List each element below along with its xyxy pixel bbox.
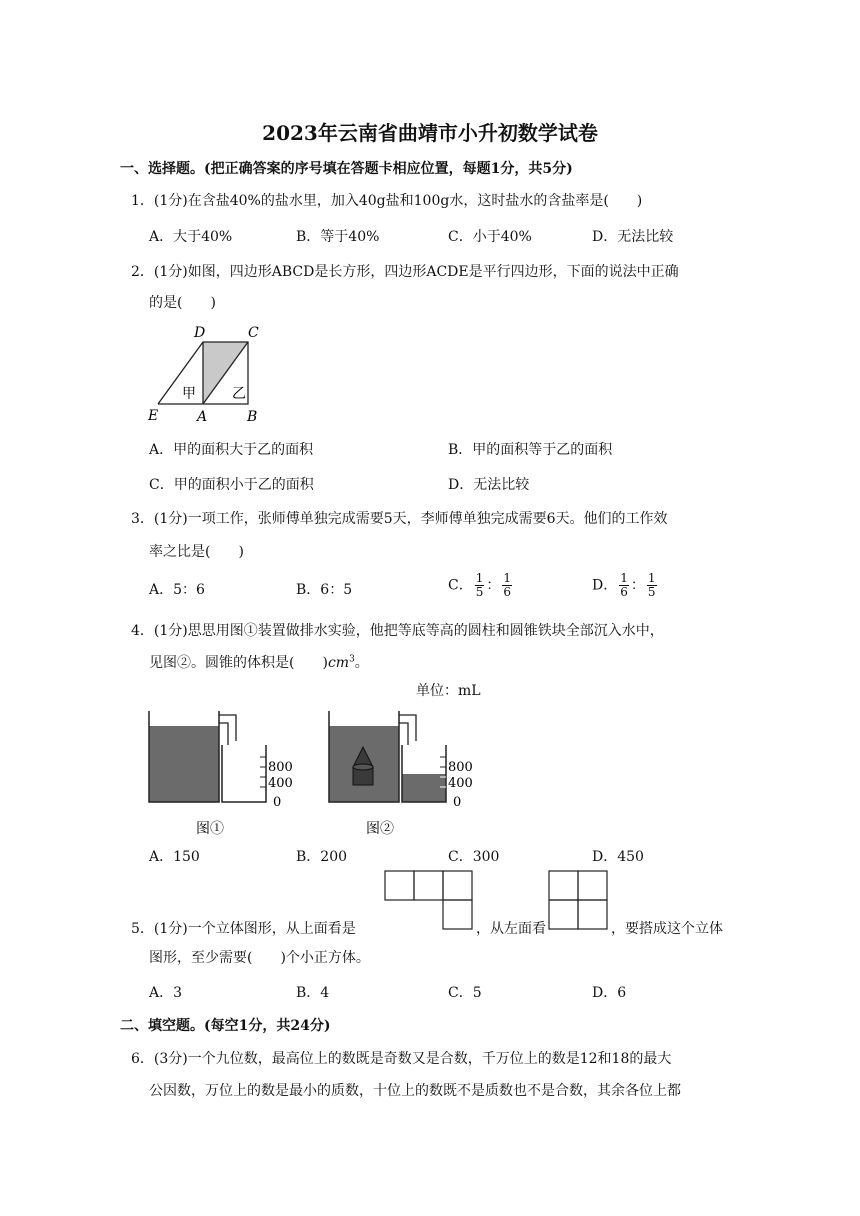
question-6-text-line2: 公因数，万位上的数是最小的质数，十位上的数既不是质数也不是合数，其余各位上都 [149, 1083, 681, 1099]
measuring-cup-2-water [402, 774, 446, 802]
page-title: 2023年云南省曲靖市小升初数学试卷 [262, 121, 598, 145]
q5-option-d: D．6 [592, 985, 627, 1001]
scale-400: 400 [448, 776, 473, 791]
label-jia: 甲 [182, 386, 196, 402]
unit-label: 单位：mL [416, 683, 481, 699]
question-5-text-b: ，从左面看 [476, 921, 546, 937]
question-4-text-line1: 4．(1分)思思用图①装置做排水实验，他把等底等高的圆柱和圆锥铁块全部沉入水中， [131, 623, 664, 639]
scale-0: 0 [453, 795, 462, 810]
fraction: $\frac{1}{5}$ [475, 571, 484, 599]
scale-800: 800 [268, 760, 293, 775]
scale-800: 800 [448, 760, 473, 775]
top-view-figure [384, 870, 474, 932]
label-c: C [248, 325, 259, 341]
question-5-text-line2: 图形，至少需要( )个小正方体。 [149, 950, 370, 966]
q2-option-b: B．甲的面积等于乙的面积 [448, 442, 613, 458]
question-5-text-c: ，要搭成这个立体 [611, 921, 723, 937]
q4-drainage-figure [140, 705, 500, 845]
q3-option-c: C． $\frac{1}{5}$ ： $\frac{1}{6}$ [448, 571, 511, 599]
q1-option-a: A．大于40% [149, 229, 233, 245]
label-a: A [197, 409, 208, 425]
q4-option-b: B．200 [296, 849, 348, 865]
q2-option-a: A．甲的面积大于乙的面积 [149, 442, 314, 458]
q1-option-b: B．等于40% [296, 229, 380, 245]
figure-2-caption: 图② [366, 821, 394, 837]
q5-option-c: C．5 [448, 985, 482, 1001]
water-tank-1 [149, 726, 219, 802]
question-4-text-line2: 见图②。圆锥的体积是( )$cm^3$。 [149, 654, 369, 671]
question-2-text-line2: 的是( ) [149, 295, 216, 311]
section-heading-fill: 二、填空题。(每空1分，共24分) [120, 1018, 331, 1034]
question-5-text-a: 5．(1分)一个立体图形，从上面看是 [131, 921, 356, 937]
label-e: E [148, 408, 159, 424]
measuring-cup-1 [222, 745, 266, 802]
question-3-text-line1: 3．(1分)一项工作，张师傅单独完成需要5天，李师傅单独完成需要6天。他们的工作效 [131, 511, 668, 527]
label-b: B [247, 409, 258, 425]
fraction: $\frac{1}{5}$ [647, 571, 656, 599]
q3-option-a: A．5：6 [149, 582, 205, 598]
figure-1-caption: 图① [196, 821, 224, 837]
q2-parallelogram-figure [140, 320, 270, 430]
question-6-text-line1: 6．(3分)一个九位数，最高位上的数既是奇数又是合数，千万位上的数是12和18的最大 [131, 1051, 672, 1067]
q2-option-c: C．甲的面积小于乙的面积 [149, 477, 314, 493]
q3-option-d: D． $\frac{1}{6}$ ： $\frac{1}{5}$ [592, 571, 656, 599]
left-view-figure [548, 870, 610, 932]
scale-0: 0 [273, 795, 282, 810]
q4-option-a: A．150 [149, 849, 200, 865]
q4-option-d: D．450 [592, 849, 644, 865]
q3-option-b: B．6：5 [296, 582, 353, 598]
q5-option-b: B．4 [296, 985, 330, 1001]
label-d: D [194, 325, 206, 341]
q2-option-d: D．无法比较 [448, 477, 530, 493]
question-1-text: 1．(1分)在含盐40%的盐水里，加入40g盐和100g水，这时盐水的含盐率是( ) [131, 193, 643, 209]
q5-option-a: A．3 [149, 985, 183, 1001]
question-3-text-line2: 率之比是( ) [149, 544, 244, 560]
scale-400: 400 [268, 776, 293, 791]
q4-option-c: C．300 [448, 849, 500, 865]
question-2-text-line1: 2．(1分)如图，四边形ABCD是长方形，四边形ACDE是平行四边形，下面的说法中正确 [131, 264, 679, 280]
q1-option-c: C．小于40% [448, 229, 532, 245]
section-heading-choice: 一、选择题。(把正确答案的序号填在答题卡相应位置，每题1分，共5分) [120, 161, 573, 177]
fraction: $\frac{1}{6}$ [620, 571, 628, 599]
label-yi: 乙 [232, 386, 246, 402]
fraction: $\frac{1}{6}$ [503, 571, 511, 599]
q1-option-d: D．无法比较 [592, 229, 674, 245]
